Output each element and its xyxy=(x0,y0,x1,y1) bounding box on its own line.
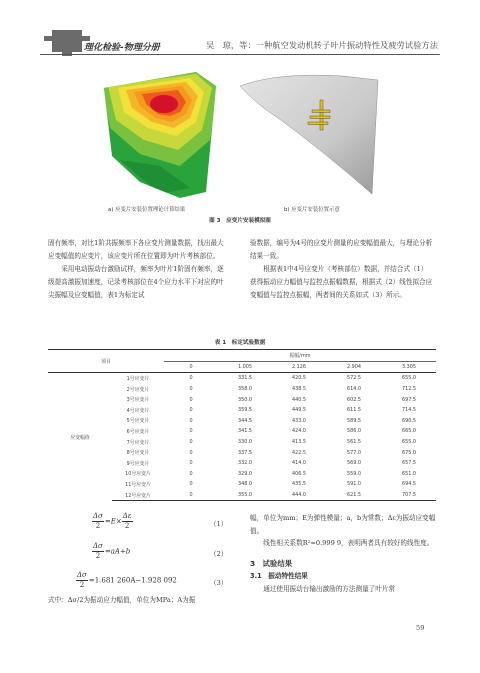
table-cell: 0 xyxy=(189,396,193,403)
equation-2: $\frac{\Delta\sigma}{2}$ =aA+b xyxy=(93,542,131,560)
table-cell: 332.0 xyxy=(237,460,252,467)
amplitude-value: 2.904 xyxy=(326,361,382,373)
table-cell: 559.0 xyxy=(346,470,361,477)
table-cell: 359.5 xyxy=(237,407,252,414)
figure-3a-contour-image xyxy=(100,70,220,200)
paragraph: 固有频率，对比1阶共振频率下各应变片测量数据，找出最大应变幅值的应变片，该应变片所在位置即为叶片考核部位。 xyxy=(48,239,224,260)
amplitude-value: 3.305 xyxy=(382,361,436,373)
table-cell: 714.5 xyxy=(401,407,416,414)
table-cell: 344.5 xyxy=(237,417,252,424)
gauge-label: 9号应变片 xyxy=(126,460,150,467)
amplitude-value: 0 xyxy=(164,361,218,373)
table-cell: 690.5 xyxy=(401,417,416,424)
equation-1: $\frac{\Delta\sigma}{2}$ =E× $\frac{\Delta\varepsilon}{2}$ xyxy=(93,512,132,530)
table-cell: 572.5 xyxy=(346,375,361,382)
table-cell: 413.5 xyxy=(291,439,306,446)
table-cell: 589.5 xyxy=(346,417,361,424)
gauge-label: 5号应变片 xyxy=(126,418,150,425)
table-cell: 414.0 xyxy=(291,460,306,467)
paragraph: 幅，单位为mm；E为弹性模量；a，b为常数；Δε为振动应变幅值。 xyxy=(250,514,436,535)
gauge-label: 2号应变片 xyxy=(126,386,150,393)
table-cell: 358.0 xyxy=(237,386,252,393)
table-cell: 694.5 xyxy=(401,481,416,488)
table-cell: 569.0 xyxy=(346,460,361,467)
table-cell: 602.5 xyxy=(346,396,361,403)
table-cell: 591.0 xyxy=(346,481,361,488)
table-cell: 449.5 xyxy=(291,407,306,414)
row-group-label: 应变幅值 xyxy=(70,434,90,441)
gauge-label: 3号应变片 xyxy=(126,397,150,404)
amplitude-value: 1.005 xyxy=(218,361,272,373)
paragraph: 验数据，编号为4号的应变片测量的应变幅值最大，与理论分析结果一致。 xyxy=(250,239,433,260)
gauge-label: 8号应变片 xyxy=(126,450,150,457)
table-cell: 707.5 xyxy=(382,490,436,501)
table-cell: 0 xyxy=(189,481,193,488)
right-lower-column xyxy=(250,512,436,595)
table-cell: 655.0 xyxy=(401,439,416,446)
table-cell: 0 xyxy=(189,439,193,446)
table-cell: 348.0 xyxy=(237,481,252,488)
table-cell: 561.5 xyxy=(346,439,361,446)
gauge-label: 12号应变片 xyxy=(112,490,164,501)
table-cell: 577.0 xyxy=(346,449,361,456)
figure-3b-caption: b) 应变片安装位置示意 xyxy=(284,207,340,213)
paragraph: 线性相关系数R²=0.999 9，表明两者具有较好的线性度。 xyxy=(263,539,434,547)
table-cell: 329.0 xyxy=(237,470,252,477)
table-cell: 0 xyxy=(189,407,193,414)
calibration-table xyxy=(48,349,436,501)
left-column-text xyxy=(48,237,230,302)
table-cell: 665.0 xyxy=(401,428,416,435)
table-cell: 330.0 xyxy=(237,439,252,446)
table-cell: 424.0 xyxy=(291,428,306,435)
running-head: 吴 琼，等：一种航空发动机转子叶片振动特性及疲劳试验方法 xyxy=(206,40,439,50)
table-cell: 433.0 xyxy=(291,417,306,424)
table-cell: 337.5 xyxy=(237,449,252,456)
table-cell: 0 xyxy=(189,428,193,435)
gauge-label: 4号应变片 xyxy=(126,407,150,414)
table-cell: 657.5 xyxy=(401,460,416,467)
table-1-title: 表 1 标定试验数据 xyxy=(214,340,266,346)
table-cell: 355.0 xyxy=(218,490,272,501)
figure-3a-caption: a) 应变片安装位置理论计算结果 xyxy=(108,207,186,213)
right-column-text xyxy=(250,237,434,302)
table-header-amplitude: 振幅/mm xyxy=(164,350,436,362)
paragraph: 根据表1中4号应变片（考核部位）数据，并结合式（1）获得振动应力幅值与监控点振幅数据，根据式（2）线性拟合应变幅值与监控点振幅，两者间的关系如式（3）所示。 xyxy=(250,265,433,299)
table-cell: 341.5 xyxy=(237,428,252,435)
gauge-label: 6号应变片 xyxy=(126,428,150,435)
table-cell: 0 xyxy=(189,386,193,393)
table-cell: 611.5 xyxy=(346,407,361,414)
table-cell: 675.0 xyxy=(401,449,416,456)
gauge-label: 7号应变片 xyxy=(126,439,150,446)
equation-3-number: （3） xyxy=(210,579,228,587)
journal-name: 理化检验-物理分册 xyxy=(84,43,160,53)
table-cell: 0 xyxy=(164,490,218,501)
table-cell: 0 xyxy=(189,417,193,424)
table-cell: 697.5 xyxy=(401,396,416,403)
table-cell: 712.5 xyxy=(401,386,416,393)
gauge-label: 10号应变片 xyxy=(125,471,151,478)
gauge-label: 1号应变片 xyxy=(126,375,150,382)
subsection-heading: 3.1 振动特性结果 xyxy=(250,572,308,580)
table-cell: 586.0 xyxy=(346,428,361,435)
equation-where-text: 式中：Δσ/2为振动应力幅值，单位为MPa；A为振 xyxy=(48,596,196,604)
figure-3b-blade-image xyxy=(238,70,380,200)
table-cell: 0 xyxy=(189,460,193,467)
paragraph: 采用电动振动台激励试样，频率为叶片1阶固有频率，逐级提高激振加速度，记录考核部位在4个应力水平下对应的叶尖振幅及应变幅值，表1为标定试 xyxy=(48,265,224,299)
equation-1-number: （1） xyxy=(210,520,228,528)
table-cell: 0 xyxy=(189,375,193,382)
section-heading: 3 试验结果 xyxy=(250,558,293,568)
equation-2-number: （2） xyxy=(210,550,228,558)
table-cell: 422.5 xyxy=(291,449,306,456)
table-cell: 440.5 xyxy=(291,396,306,403)
gauge-label: 11号应变片 xyxy=(125,481,151,488)
table-cell: 651.0 xyxy=(401,470,416,477)
table-row xyxy=(48,373,436,384)
table-cell: 350.0 xyxy=(237,396,252,403)
table-cell: 0 xyxy=(189,470,193,477)
page-number: 59 xyxy=(416,624,425,632)
table-cell: 614.0 xyxy=(346,386,361,393)
table-cell: 331.5 xyxy=(237,375,252,382)
table-cell: 621.5 xyxy=(326,490,382,501)
table-cell: 435.5 xyxy=(291,481,306,488)
table-cell: 655.0 xyxy=(401,375,416,382)
header-rule xyxy=(40,54,440,55)
table-cell: 444.0 xyxy=(272,490,326,501)
equation-3: $\frac{\Delta\sigma}{2}$ =1.681 260A−1.928 092 xyxy=(77,571,177,589)
table-cell: 438.5 xyxy=(291,386,306,393)
table-cell: 406.5 xyxy=(291,470,306,477)
figure-3-title: 图 3 应变片安装模拟图 xyxy=(209,218,271,224)
table-cell: 420.5 xyxy=(291,375,306,382)
table-cell: 0 xyxy=(189,449,193,456)
amplitude-value: 2.126 xyxy=(272,361,326,373)
table-header-item: 项目 xyxy=(48,350,164,373)
paragraph: 通过使用振动台输出激励的方法测量了叶片常 xyxy=(263,584,396,593)
